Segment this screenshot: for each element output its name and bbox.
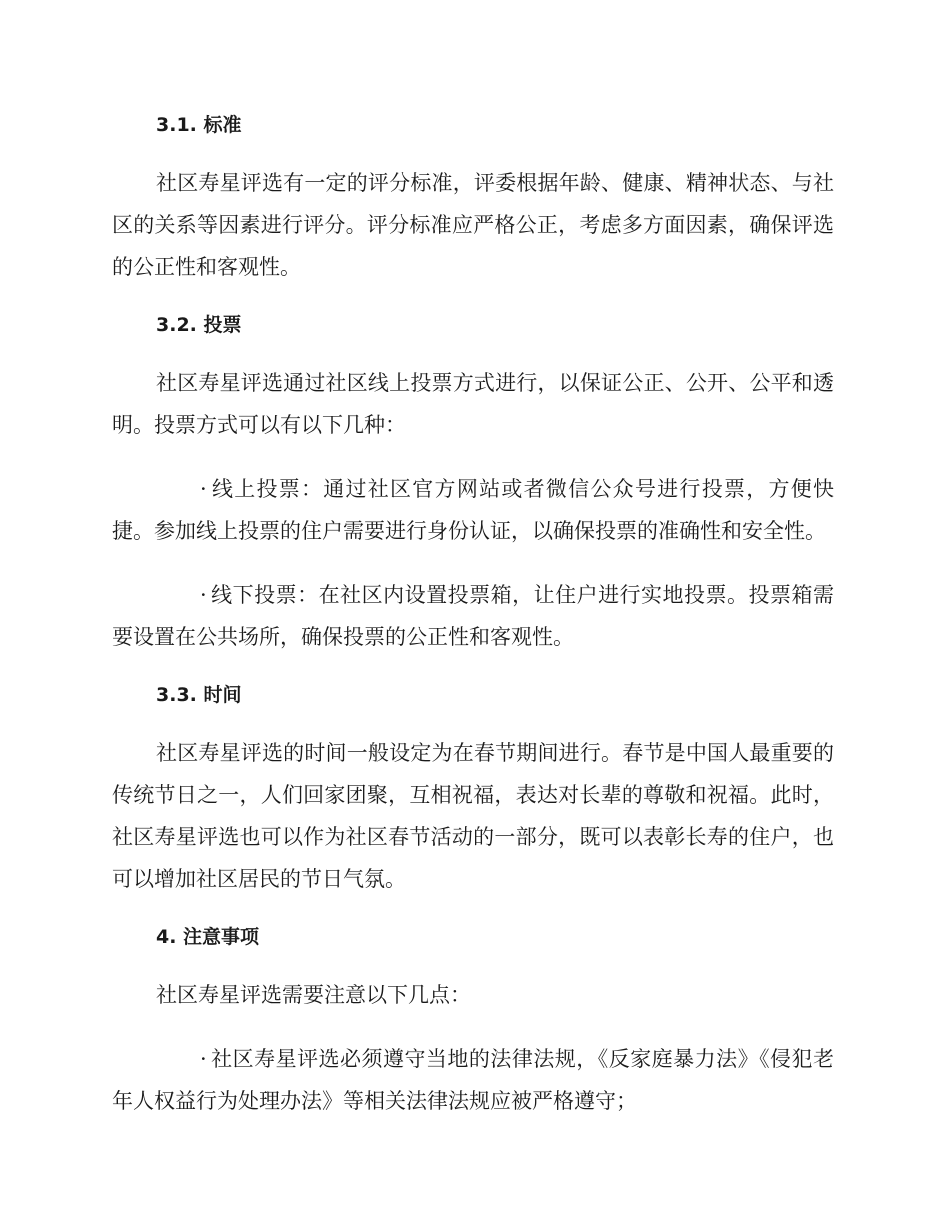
bullet-online-voting bbox=[112, 468, 834, 552]
section-heading-3-3: 3.3. 时间 bbox=[156, 684, 242, 706]
section-heading-3-1: 3.1. 标准 bbox=[156, 114, 242, 136]
bullet-dot-icon: · bbox=[200, 583, 207, 607]
paragraph-criteria: 社区寿星评选有一定的评分标准，评委根据年龄、健康、精神状态、与社区的关系等因素进行评分。评分标准应严格公正，考虑多方面因素，确保评选的公正性和客观性。 bbox=[112, 171, 834, 279]
document-page bbox=[112, 110, 834, 1144]
bullet-online-voting-text: 线上投票：通过社区官方网站或者微信公众号进行投票，方便快捷。参加线上投票的住户需要进行身份认证，以确保投票的准确性和安全性。 bbox=[112, 477, 834, 543]
bullet-offline-voting bbox=[112, 574, 834, 658]
paragraph-voting-intro: 社区寿星评选通过社区线上投票方式进行，以保证公正、公开、公平和透明。投票方式可以有以下几种： bbox=[112, 371, 834, 437]
bullet-legal-compliance bbox=[112, 1038, 834, 1122]
paragraph-notes-intro: 社区寿星评选需要注意以下几点： bbox=[156, 983, 471, 1007]
paragraph-time: 社区寿星评选的时间一般设定为在春节期间进行。春节是中国人最重要的传统节日之一，人们回家团聚，互相祝福，表达对长辈的尊敬和祝福。此时，社区寿星评选也可以作为社区春节活动的一部分，既可以表彰长寿的住户，也可以增加社区居民的节日气氛。 bbox=[112, 741, 834, 891]
section-heading-3-2: 3.2. 投票 bbox=[156, 314, 242, 336]
section-heading-4: 4. 注意事项 bbox=[156, 926, 260, 948]
bullet-offline-voting-text: 线下投票：在社区内设置投票箱，让住户进行实地投票。投票箱需要设置在公共场所，确保投票的公正性和客观性。 bbox=[112, 583, 834, 649]
bullet-dot-icon: · bbox=[200, 1047, 207, 1071]
bullet-legal-compliance-text: 社区寿星评选必须遵守当地的法律法规，《反家庭暴力法》《侵犯老年人权益行为处理办法》等相关法律法规应被严格遵守； bbox=[112, 1047, 834, 1113]
bullet-dot-icon: · bbox=[200, 477, 207, 501]
